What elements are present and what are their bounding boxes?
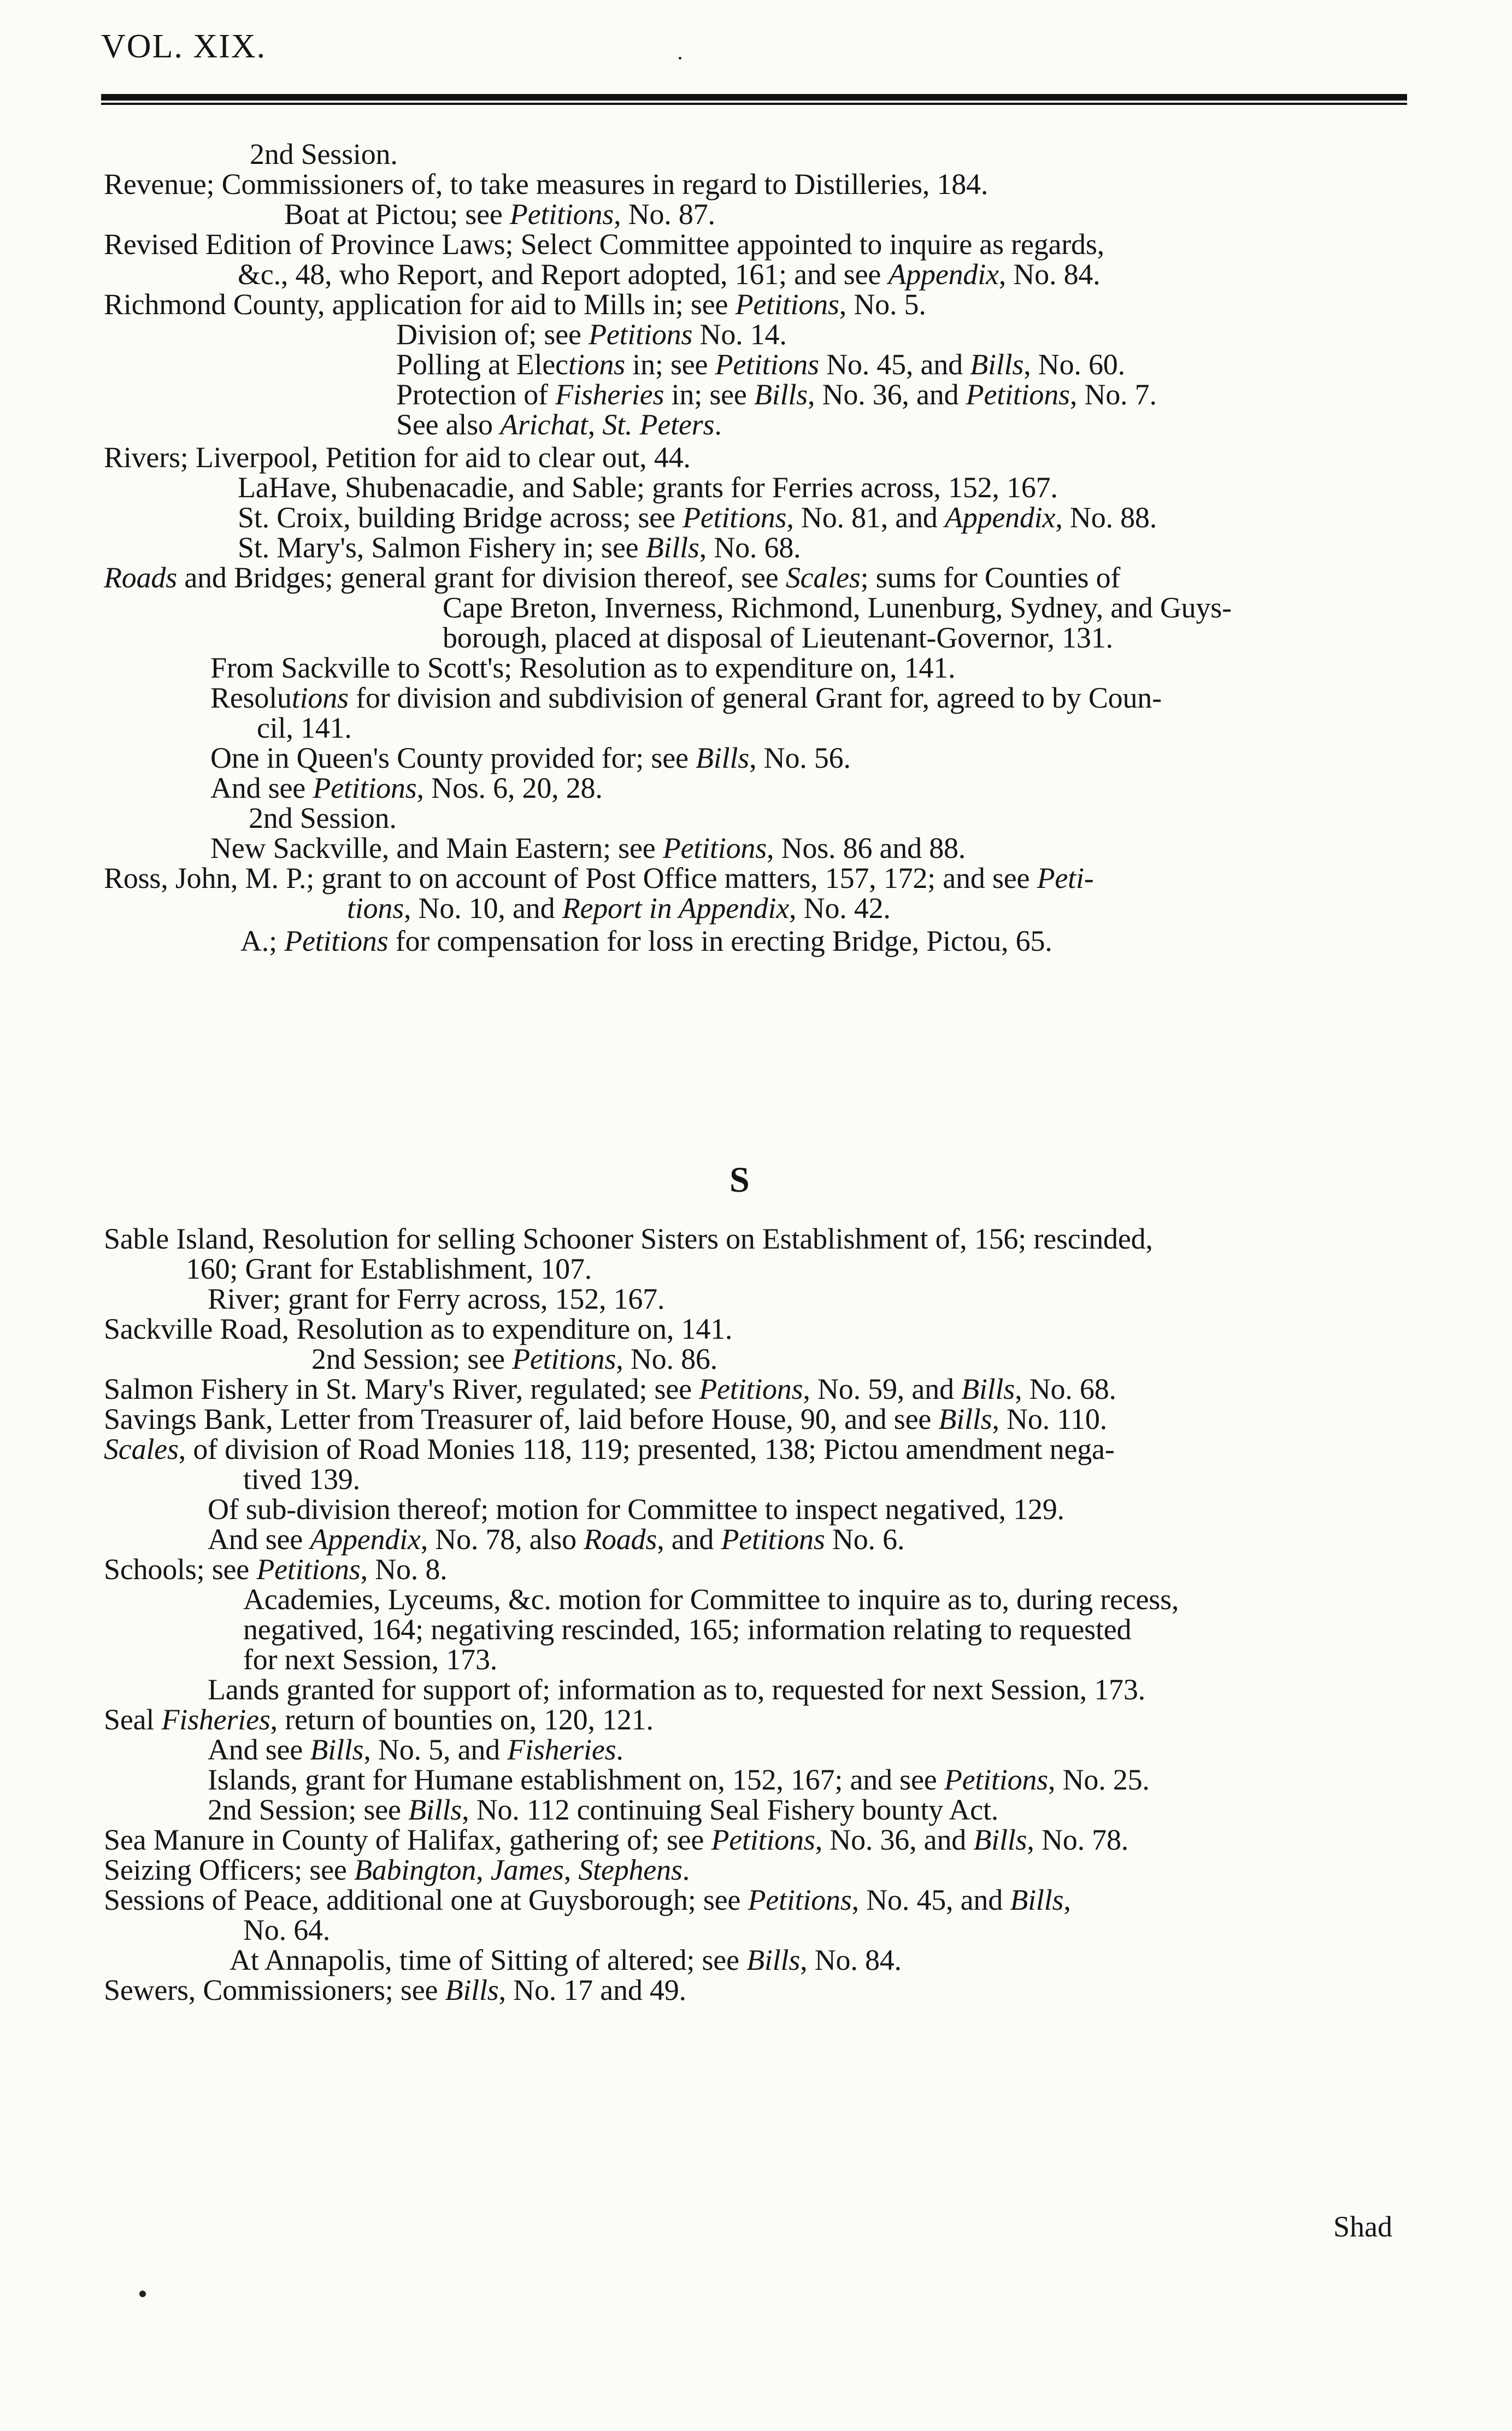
index-line-44: Seal Fisheries, return of bounties on, 120, 121. <box>104 1703 654 1736</box>
header-rule-thin <box>101 103 1407 105</box>
index-line-53: Sewers, Commissioners; see Bills, No. 17 and 49. <box>104 1974 686 2006</box>
index-line-52: At Annapolis, time of Sitting of altered; see Bills, No. 84. <box>230 1944 902 1976</box>
index-line-48: Sea Manure in County of Halifax, gathering of; see Petitions, No. 36, and Bills, No. 78. <box>104 1823 1129 1856</box>
index-line-49: Seizing Officers; see Babington, James, Stephens. <box>104 1853 690 1886</box>
index-line-40: Academies, Lyceums, &c. motion for Committee to inquire as to, during recess, <box>243 1583 1179 1616</box>
index-line-38: And see Appendix, No. 78, also Roads, and Petitions No. 6. <box>208 1523 905 1556</box>
index-line-3: Boat at Pictou; see Petitions, No. 87. <box>284 198 715 231</box>
header-rule-thick <box>101 94 1407 101</box>
index-line-37: Of sub-division thereof; motion for Committee to inspect negatived, 129. <box>208 1493 1064 1526</box>
index-line-17: borough, placed at disposal of Lieutenant-Governor, 131. <box>443 621 1113 654</box>
index-line-16: Cape Breton, Inverness, Richmond, Lunenburg, Sydney, and Guys- <box>443 591 1232 624</box>
catchword: Shad <box>1333 2210 1392 2243</box>
section-letter-heading: S <box>729 1160 750 1200</box>
index-line-27: A.; Petitions for compensation for loss in erecting Bridge, Pictou, 65. <box>240 925 1052 957</box>
index-line-18: From Sackville to Scott's; Resolution as to expenditure on, 141. <box>210 651 956 684</box>
index-line-24: New Sackville, and Main Eastern; see Petitions, Nos. 86 and 88. <box>210 832 966 864</box>
index-line-22: And see Petitions, Nos. 6, 20, 28. <box>210 772 603 804</box>
index-line-39: Schools; see Petitions, No. 8. <box>104 1553 448 1586</box>
index-line-21: One in Queen's County provided for; see Bills, No. 56. <box>210 741 851 774</box>
index-line-41: negatived, 164; negativing rescinded, 165; information relating to requested <box>243 1613 1132 1646</box>
index-line-13: St. Croix, building Bridge across; see Petitions, No. 81, and Appendix, No. 88. <box>238 501 1157 534</box>
index-line-42: for next Session, 173. <box>243 1643 498 1676</box>
index-line-14: St. Mary's, Salmon Fishery in; see Bills, No. 68. <box>238 531 801 564</box>
index-line-25: Ross, John, M. P.; grant to on account of Post Office matters, 157, 172; and see Peti- <box>104 862 1094 894</box>
index-line-50: Sessions of Peace, additional one at Guysborough; see Petitions, No. 45, and Bills, <box>104 1883 1071 1916</box>
index-line-33: Salmon Fishery in St. Mary's River, regulated; see Petitions, No. 59, and Bills, No. 68. <box>104 1373 1116 1405</box>
index-line-28: Sable Island, Resolution for selling Schooner Sisters on Establishment of, 156; rescinded, <box>104 1222 1153 1255</box>
index-line-1: 2nd Session. <box>250 138 398 170</box>
index-line-20: cil, 141. <box>257 711 352 744</box>
index-line-26: tions, No. 10, and Report in Appendix, No. 42. <box>347 892 891 925</box>
ink-speck <box>139 2291 146 2297</box>
index-line-15: Roads and Bridges; general grant for division thereof, see Scales; sums for Counties of <box>104 561 1121 594</box>
index-line-12: LaHave, Shubenacadie, and Sable; grants for Ferries across, 152, 167. <box>238 471 1058 504</box>
index-line-2: Revenue; Commissioners of, to take measures in regard to Distilleries, 184. <box>104 168 989 201</box>
index-line-9: Protection of Fisheries in; see Bills, No. 36, and Petitions, No. 7. <box>396 378 1157 411</box>
index-line-6: Richmond County, application for aid to Mills in; see Petitions, No. 5. <box>104 288 926 321</box>
index-line-7: Division of; see Petitions No. 14. <box>396 318 787 351</box>
index-line-36: tived 139. <box>243 1463 360 1496</box>
index-line-34: Savings Bank, Letter from Treasurer of, laid before House, 90, and see Bills, No. 110. <box>104 1403 1107 1435</box>
ink-speck <box>679 57 681 60</box>
index-line-32: 2nd Session; see Petitions, No. 86. <box>311 1343 717 1375</box>
index-line-46: Islands, grant for Humane establishment on, 152, 167; and see Petitions, No. 25. <box>208 1763 1150 1796</box>
index-line-35: Scales, of division of Road Monies 118, 119; presented, 138; Pictou amendment nega- <box>104 1433 1115 1465</box>
index-line-47: 2nd Session; see Bills, No. 112 continuing Seal Fishery bounty Act. <box>208 1793 999 1826</box>
index-line-19: Resolutions for division and subdivision of general Grant for, agreed to by Coun- <box>210 681 1162 714</box>
index-line-23: 2nd Session. <box>249 802 397 834</box>
index-line-5: &c., 48, who Report, and Report adopted, 161; and see Appendix, No. 84. <box>238 258 1101 291</box>
index-line-43: Lands granted for support of; information as to, requested for next Session, 173. <box>208 1673 1145 1706</box>
index-line-45: And see Bills, No. 5, and Fisheries. <box>208 1733 623 1766</box>
index-line-51: No. 64. <box>243 1914 331 1946</box>
index-line-4: Revised Edition of Province Laws; Select Committee appointed to inquire as regards, <box>104 228 1104 261</box>
index-line-29: 160; Grant for Establishment, 107. <box>186 1252 592 1285</box>
index-line-31: Sackville Road, Resolution as to expenditure on, 141. <box>104 1312 733 1345</box>
index-line-10: See also Arichat, St. Peters. <box>396 408 722 441</box>
index-line-11: Rivers; Liverpool, Petition for aid to clear out, 44. <box>104 441 691 474</box>
running-header-volume: VOL. XIX. <box>101 28 267 65</box>
index-line-8: Polling at Elections in; see Petitions No. 45, and Bills, No. 60. <box>396 348 1125 381</box>
index-line-30: River; grant for Ferry across, 152, 167. <box>208 1282 665 1315</box>
